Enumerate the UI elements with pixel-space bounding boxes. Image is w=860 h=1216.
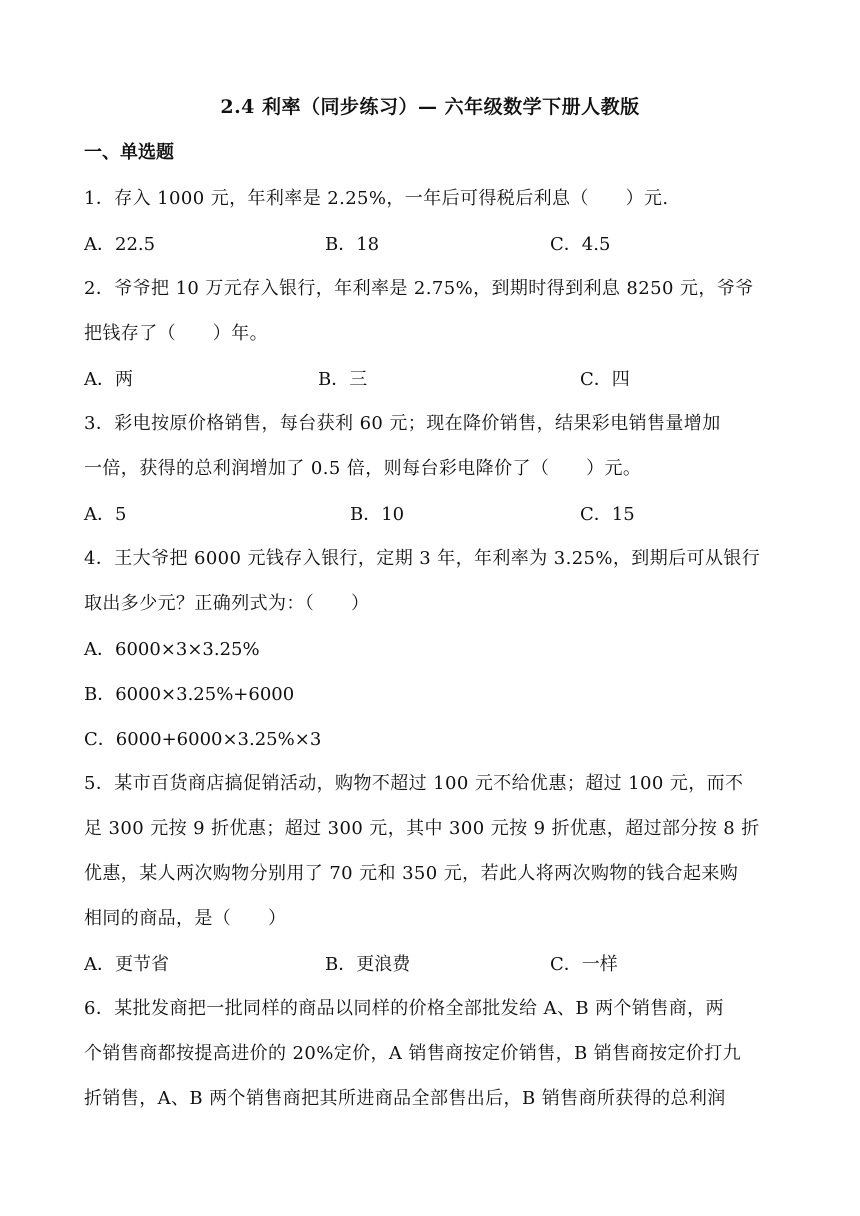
question-5-option-a: A．更节省 [84,954,169,975]
question-2-text-line-2: 把钱存了（ ）年。 [84,323,268,344]
question-3-text-line-2: 一倍，获得的总利润增加了 0.5 倍，则每台彩电降价了（ ）元。 [84,458,642,479]
question-4-option-c: C．6000+6000×3.25%×3 [84,729,322,750]
question-3-option-b: B．10 [350,504,405,525]
question-2-option-c: C．四 [580,369,630,390]
question-6-text-line-1: 6．某批发商把一批同样的商品以同样的价格全部批发给 A、B 两个销售商，两 [84,998,724,1019]
question-1-text: 1．存入 1000 元，年利率是 2.25%，一年后可得税后利息（ ）元. [84,188,669,209]
question-5-option-b: B．更浪费 [325,954,411,975]
question-5-text-line-4: 相同的商品，是（ ） [84,908,287,929]
question-4-option-b: B．6000×3.25%+6000 [84,684,295,705]
question-1-option-b: B．18 [325,234,380,255]
section-heading: 一、单选题 [84,142,174,163]
question-2-option-a: A．两 [84,369,133,390]
question-2-option-b: B．三 [318,369,368,390]
question-5-text-line-1: 5．某市百货商店搞促销活动，购物不超过 100 元不给优惠；超过 100 元，而不 [84,773,744,794]
question-5-text-line-3: 优惠，某人两次购物分别用了 70 元和 350 元，若此人将两次购物的钱合起来购 [84,863,739,884]
question-5-text-line-2: 足 300 元按 9 折优惠；超过 300 元，其中 300 元按 9 折优惠，超过部分按 8 折 [84,818,760,839]
question-6-text-line-2: 个销售商都按提高进价的 20%定价，A 销售商按定价销售，B 销售商按定价打九 [84,1043,741,1064]
question-3-text-line-1: 3．彩电按原价格销售，每台获利 60 元；现在降价销售，结果彩电销售量增加 [84,413,721,434]
question-4-text-line-2: 取出多少元？正确列式为：（ ） [84,593,370,614]
question-1-option-a: A．22.5 [84,234,156,255]
question-3-option-c: C．15 [580,504,635,525]
question-6-text-line-3: 折销售，A、B 两个销售商把其所进商品全部售出后，B 销售商所获得的总利润 [84,1088,726,1109]
question-2-text-line-1: 2．爷爷把 10 万元存入银行，年利率是 2.75%，到期时得到利息 8250 元，爷爷 [84,278,754,299]
question-1-option-c: C．4.5 [550,234,611,255]
question-5-option-c: C．一样 [550,954,618,975]
question-4-option-a: A．6000×3×3.25% [84,639,260,660]
question-3-option-a: A．5 [84,504,127,525]
page-title: 2.4 利率（同步练习）— 六年级数学下册人教版 [220,96,640,118]
question-4-text-line-1: 4．王大爷把 6000 元钱存入银行，定期 3 年，年利率为 3.25%，到期后可从银行 [84,548,761,569]
